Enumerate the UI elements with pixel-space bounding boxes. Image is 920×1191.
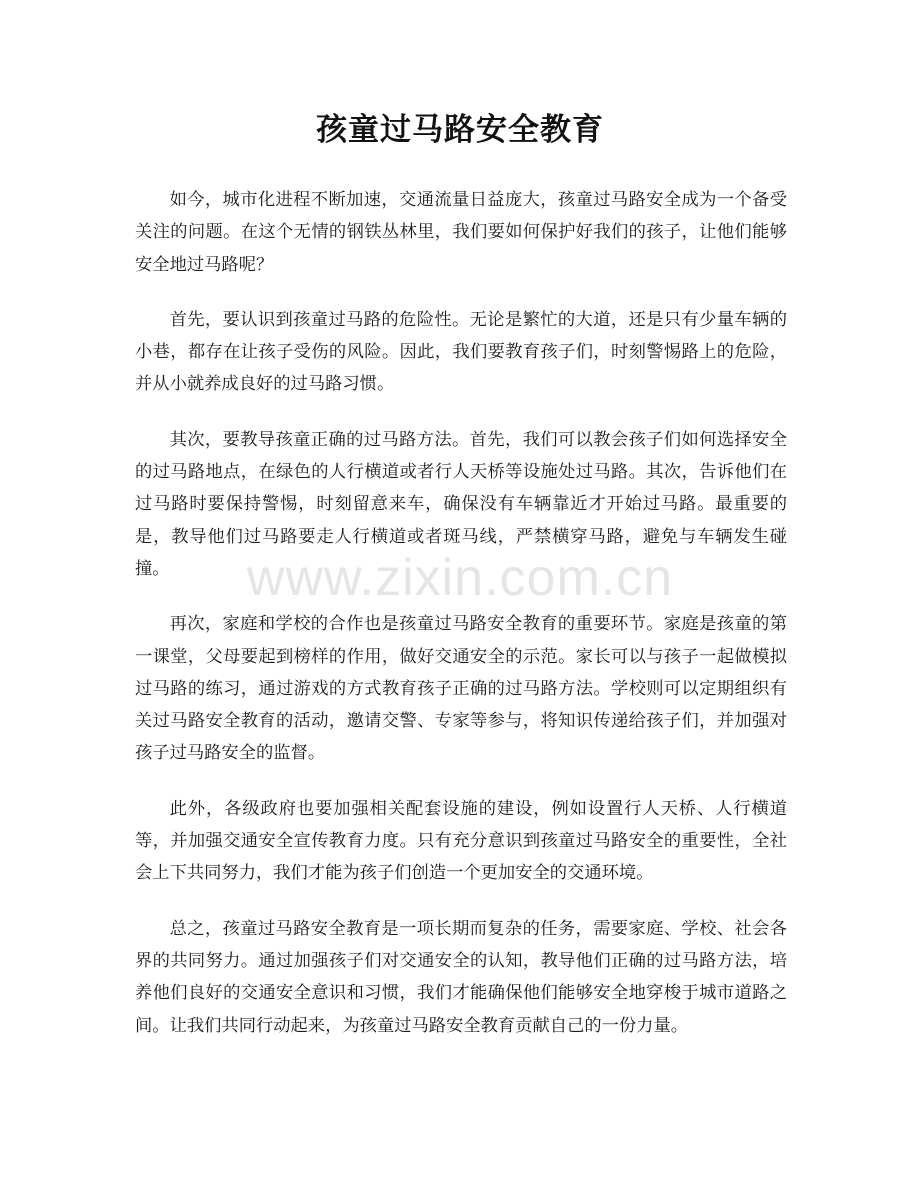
- paragraph-4: 再次，家庭和学校的合作也是孩童过马路安全教育的重要环节。家庭是孩童的第一课堂，父母要起到榜样的作用，做好交通安全的示范。家长可以与孩子一起做模拟过马路的练习，通过游戏的方式教育孩子正确的过马路方法。学校则可以定期组织有关过马路安全教育的活动，邀请交警、专家等参与，将知识传递给孩子们，并加强对孩子过马路安全的监督。: [135, 614, 787, 764]
- document-title: 孩童过马路安全教育: [316, 112, 604, 148]
- paragraph-2: 首先，要认识到孩童过马路的危险性。无论是繁忙的大道，还是只有少量车辆的小巷，都存在让孩子受伤的风险。因此，我们要教育孩子们，时刻警惕路上的危险，并从小就养成良好的过马路习惯。: [135, 309, 787, 395]
- watermark: www.zixin.com.cn: [246, 549, 674, 607]
- paragraph-5: 此外，各级政府也要加强相关配套设施的建设，例如设置行人天桥、人行横道等，并加强交通安全宣传教育力度。只有充分意识到孩童过马路安全的重要性，全社会上下共同努力，我们才能为孩子们创造一个更加安全的交通环境。: [135, 798, 787, 884]
- paragraph-6: 总之，孩童过马路安全教育是一项长期而复杂的任务，需要家庭、学校、社会各界的共同努力。通过加强孩子们对交通安全的认知，教导他们正确的过马路方法，培养他们良好的交通安全意识和习惯，我们才能确保他们能够安全地穿梭于城市道路之间。让我们共同行动起来，为孩童过马路安全教育贡献自己的一份力量。: [135, 918, 787, 1036]
- paragraph-1: 如今，城市化进程不断加速，交通流量日益庞大，孩童过马路安全成为一个备受关注的问题。在这个无情的钢铁丛林里，我们要如何保护好我们的孩子，让他们能够安全地过马路呢？: [135, 190, 787, 275]
- document-body: [135, 184, 787, 1065]
- paragraph-3: 其次，要教导孩童正确的过马路方法。首先，我们可以教会孩子们如何选择安全的过马路地点，在绿色的人行横道或者行人天桥等设施处过马路。其次，告诉他们在过马路时要保持警惕，时刻留意来车，确保没有车辆靠近才开始过马路。最重要的是，教导他们过马路要走人行横道或者斑马线，严禁横穿马路，避免与车辆发生碰撞。: [135, 429, 787, 579]
